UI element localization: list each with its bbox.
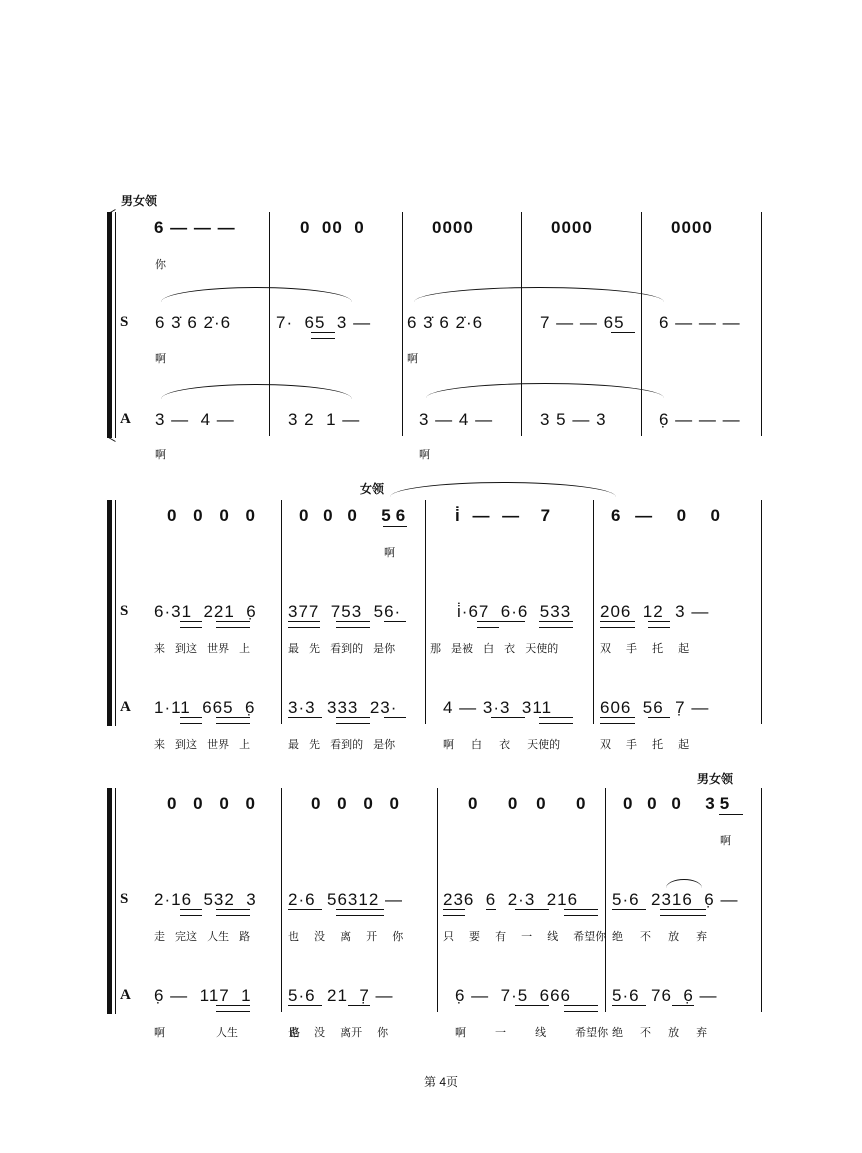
underline: [600, 717, 635, 724]
underline: [612, 909, 646, 910]
barline: [641, 212, 642, 436]
barline: [761, 500, 762, 724]
alto-lyric: 啊: [419, 449, 430, 461]
lead-measure-4: 0 0 0 35: [623, 794, 735, 813]
underline: [660, 909, 706, 916]
lead-label: 女领: [360, 482, 385, 496]
barline: [521, 212, 522, 436]
barline: [761, 788, 762, 1012]
underline: [216, 717, 250, 724]
slur: [390, 482, 616, 497]
barline: [425, 500, 426, 724]
soprano-measure-1: 6 3̇ 6 2̇·6: [155, 313, 232, 332]
barline: [402, 212, 403, 436]
lead-measure-2: 0 00 0: [300, 218, 365, 237]
lead-measure-2: 0 0 0 56: [299, 506, 411, 525]
alto-measure-3: 4 — 3·3 311: [443, 698, 553, 717]
soprano-lyric: 最 先 看到的 是你: [288, 643, 396, 655]
underline: [477, 621, 499, 628]
lead-lyric: 你: [155, 259, 166, 271]
underline: [288, 621, 320, 628]
alto-measure-2: 3 2 1 —: [288, 410, 361, 429]
alto-lyric: 啊: [155, 449, 166, 461]
underline-35: [719, 814, 743, 815]
underline: [600, 621, 635, 628]
alto-lyric: 啊 人生 路: [154, 1027, 301, 1039]
underline: [288, 717, 322, 718]
barline: [269, 212, 270, 436]
soprano-measure-2: 377 753 56·: [288, 602, 402, 621]
lead-measure-2: 0 0 0 0: [311, 794, 405, 813]
alto-lyric: 最 先 看到的 是你: [288, 739, 396, 751]
underline: [515, 1005, 549, 1006]
system-bracket-line: [115, 788, 116, 1014]
system-bracket-line: [115, 212, 116, 438]
alto-lyric: 双 手 托 起: [600, 739, 690, 751]
lead-measure-4: 0000: [551, 218, 593, 237]
underline-65b: [611, 332, 635, 333]
barline: [281, 788, 282, 1012]
underline: [336, 717, 370, 724]
soprano-measure-2: 2·6 56312 —: [288, 890, 404, 909]
slur: [426, 383, 664, 398]
soprano-lyric: 走 完这 人生 路: [154, 931, 251, 943]
alto-measure-4: 606 56 7̣ —: [600, 698, 710, 717]
barline: [437, 788, 438, 1012]
slur: [414, 287, 664, 302]
underline: [180, 621, 202, 628]
lead-measure-5: 0000: [671, 218, 713, 237]
soprano-measure-4: 206 12 3 —: [600, 602, 710, 621]
alto-lyric: 也 没 离开 你: [288, 1027, 389, 1039]
underline: [564, 909, 598, 916]
underline: [216, 909, 250, 916]
underline: [443, 909, 465, 916]
lead-lyric: 啊: [384, 547, 395, 559]
system-2: [0, 478, 862, 763]
part-label-alto: A: [120, 987, 131, 1003]
soprano-measure-4: 5·6 2316 6̣ —: [612, 890, 739, 909]
page-number: 第 4页: [424, 1075, 459, 1089]
lead-measure-3: 0 0 0 0: [468, 794, 593, 813]
alto-measure-1: 1·11 665 6̣: [154, 698, 256, 717]
underline: [539, 621, 573, 628]
underline-65: [311, 332, 335, 339]
underline-56: [383, 526, 407, 527]
underline: [348, 1005, 370, 1006]
soprano-measure-3: i̇·67 6·6 533: [457, 602, 572, 621]
system-bracket: [107, 788, 112, 1014]
underline: [180, 717, 202, 724]
underline: [180, 909, 202, 916]
underline: [486, 909, 496, 910]
soprano-lyric: 啊: [155, 353, 166, 365]
lead-measure-3: i̇ — — 7: [455, 506, 555, 525]
part-label-alto: A: [120, 699, 131, 715]
soprano-lyric: 绝 不 放 弃: [612, 931, 708, 943]
system-1: [0, 190, 862, 470]
underline: [648, 621, 670, 628]
alto-measure-2: 5·6 21 7̣ —: [288, 986, 394, 1005]
lead-label: 男女领: [121, 194, 158, 208]
soprano-lyric: 只 要 有 一 线 希望你: [443, 931, 607, 943]
lead-measure-4: 6 — 0 0: [611, 506, 725, 525]
part-label-soprano: S: [120, 314, 129, 330]
underline: [491, 717, 525, 718]
soprano-lyric: 双 手 托 起: [600, 643, 690, 655]
soprano-measure-1: 6·31 221 6̣: [154, 602, 257, 621]
soprano-measure-3: 236 6 2·3 216: [443, 890, 579, 909]
alto-measure-4: 3 5 — 3: [540, 410, 607, 429]
alto-measure-3: 3 — 4 —: [419, 410, 494, 429]
lead-label: 男女领: [697, 772, 734, 786]
barline: [761, 212, 762, 436]
soprano-measure-5: 6 — — —: [659, 313, 741, 332]
soprano-lyric: 那 是被 白 衣 天使的: [430, 643, 559, 655]
underline: [648, 717, 670, 718]
underline: [216, 1005, 250, 1012]
alto-measure-3: 6̣ — 7·5 666: [455, 986, 572, 1005]
barline: [593, 500, 594, 724]
alto-measure-1: 3 — 4 —: [155, 410, 235, 429]
part-label-soprano: S: [120, 891, 129, 907]
underline: [672, 1005, 694, 1006]
soprano-lyric: 也 没 离 开 你: [288, 931, 404, 943]
lead-measure-1: 6 — — —: [154, 218, 236, 237]
soprano-measure-1: 2·16 532 3: [154, 890, 257, 909]
underline: [539, 717, 573, 724]
soprano-measure-3: 6 3̇ 6 2̇·6: [407, 313, 484, 332]
alto-lyric: 来 到这 世界 上: [154, 739, 251, 751]
system-bracket-line: [115, 500, 116, 726]
part-label-soprano: S: [120, 603, 129, 619]
underline: [216, 621, 250, 628]
alto-measure-5: 6̣ — — —: [659, 410, 741, 429]
underline: [288, 1005, 322, 1006]
underline: [288, 909, 322, 910]
alto-lyric: 啊 一 线 希望你: [455, 1027, 609, 1039]
soprano-lyric: 来 到这 世界 上: [154, 643, 251, 655]
underline: [564, 1005, 598, 1012]
barline: [281, 500, 282, 724]
system-3: [0, 768, 862, 1053]
soprano-lyric: 啊: [407, 353, 418, 365]
soprano-measure-4: 7 — — 65: [540, 313, 625, 332]
alto-lyric: 绝 不 放 弃: [612, 1027, 708, 1039]
underline: [384, 717, 406, 718]
slur: [161, 287, 352, 302]
lead-lyric: 啊: [720, 835, 731, 847]
underline: [384, 621, 406, 622]
slur: [161, 384, 352, 399]
alto-measure-2: 3·3 333 23·: [288, 698, 398, 717]
underline: [515, 909, 549, 910]
alto-measure-1: 6̣ — 117 1: [154, 986, 252, 1005]
soprano-measure-2: 7· 65 3 —: [276, 313, 372, 332]
lead-measure-1: 0 0 0 0: [167, 506, 261, 525]
lead-measure-1: 0 0 0 0: [167, 794, 261, 813]
alto-lyric: 啊 白 衣 天使的: [443, 739, 561, 751]
underline: [491, 621, 525, 622]
lead-measure-3: 0000: [432, 218, 474, 237]
barline: [605, 788, 606, 1012]
underline: [336, 621, 370, 628]
system-bracket: [107, 212, 112, 438]
alto-measure-4: 5·6 76 6̣ —: [612, 986, 718, 1005]
slur: [666, 879, 702, 888]
part-label-alto: A: [120, 411, 131, 427]
underline: [612, 1005, 646, 1006]
underline: [336, 909, 384, 916]
system-bracket: [107, 500, 112, 726]
